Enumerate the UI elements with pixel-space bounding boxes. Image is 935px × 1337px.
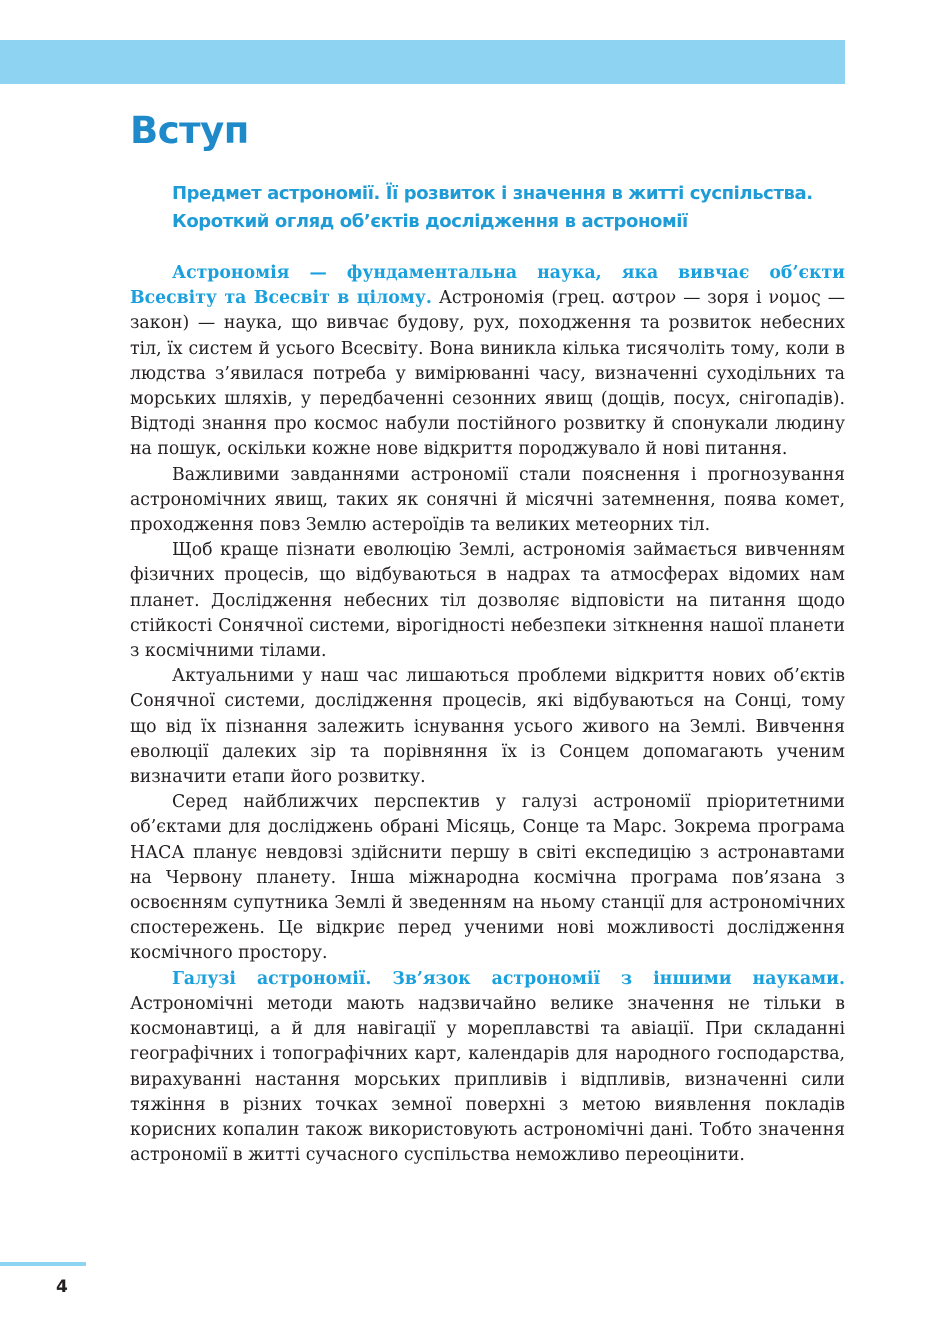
subtitle-line-1: Предмет астрономії. Її розвиток і значення в житті суспільства. <box>172 183 813 204</box>
paragraph-6-lead: Галузі астрономії. Зв’язок астрономії з іншими науками. <box>172 968 845 989</box>
header-band <box>0 40 845 84</box>
paragraph-1-text: Астрономія (грец. αστρον — зоря і νομος — закон) — наука, що вивчає будову, рух, походження та розвиток небесних тіл, їх систем й усього Всесвіту. Вона виникла кілька тисячоліть тому, коли в людства з’явилася потреба у вимірюванні часу, визначенні суходільних та морських шляхів, у передбаченні сезонних явищ (дощів, посух, снігопадів). Відтоді знання про космос набули постійного розвитку й спонукали людину на пошук, оскільки кожне нове відкриття породжувало й нові питання. <box>130 288 845 460</box>
section-subtitle <box>172 180 862 236</box>
page-title: Вступ <box>130 109 249 152</box>
page-number: 4 <box>56 1277 68 1297</box>
paragraph-6 <box>130 967 845 1169</box>
paragraph-4: Актуальними у наш час лишаються проблеми відкриття нових об’єктів Сонячної системи, дослідження процесів, які відбуваються на Сонці, тому що від їх пізнання залежить існування усього живого на Землі. Вивчення еволюції далеких зір та порівняння їх із Сонцем допомагають ученим визначити етапи його розвитку. <box>130 666 845 788</box>
paragraph-5: Серед найближчих перспектив у галузі астрономії пріоритетними об’єктами для досліджень обрані Місяць, Сонце та Марс. Зокрема програма НАСА планує невдовзі здійснити першу в світі експедицію з астронавтами на Червону планету. Інша міжнародна космічна програма пов’язана з освоєнням супутника Землі й зведенням на ньому станції для астрономічних спостережень. Це відкриє перед ученими нові можливості дослідження космічного простору. <box>130 792 845 964</box>
paragraph-6-text: Астрономічні методи мають надзвичайно велике значення не тільки в космонавтиці, а й для навігації у мореплавстві та авіації. При складанні географічних і топографічних карт, календарів для народного господарства, вирахуванні настання морських припливів і відпливів, визначенні сили тяжіння в різних точках земної поверхні з метою виявлення покладів корисних копалин також використовують астрономічні дані. Тобто значення астрономії в житті сучасного суспільства неможливо переоцінити. <box>130 993 845 1166</box>
paragraph-2: Важливими завданнями астрономії стали пояснення і прогнозування астрономічних явищ, таких як сонячні й місячні затемнення, поява комет, проходження повз Землю астероїдів та великих метеорних тіл. <box>130 464 845 536</box>
paragraph-1-lead: Астрономія — фундаментальна наука, яка вивчає об’єкти Всесвіту та Всесвіт в цілому. <box>130 263 845 309</box>
paragraph-1 <box>130 261 845 463</box>
footer-line <box>0 1262 86 1266</box>
paragraph-3: Щоб краще пізнати еволюцію Землі, астрономія займається вивченням фізичних процесів, що відбуваються в надрах та атмосферах відомих нам планет. Дослідження небесних тіл дозволяє відповісти на питання щодо стійкості Сонячної системи, вірогідності небезпеки зіткнення нашої планети з космічними тілами. <box>130 540 845 662</box>
body-text <box>130 261 845 1168</box>
subtitle-line-2: Короткий огляд об’єктів дослідження в астрономії <box>172 211 688 232</box>
